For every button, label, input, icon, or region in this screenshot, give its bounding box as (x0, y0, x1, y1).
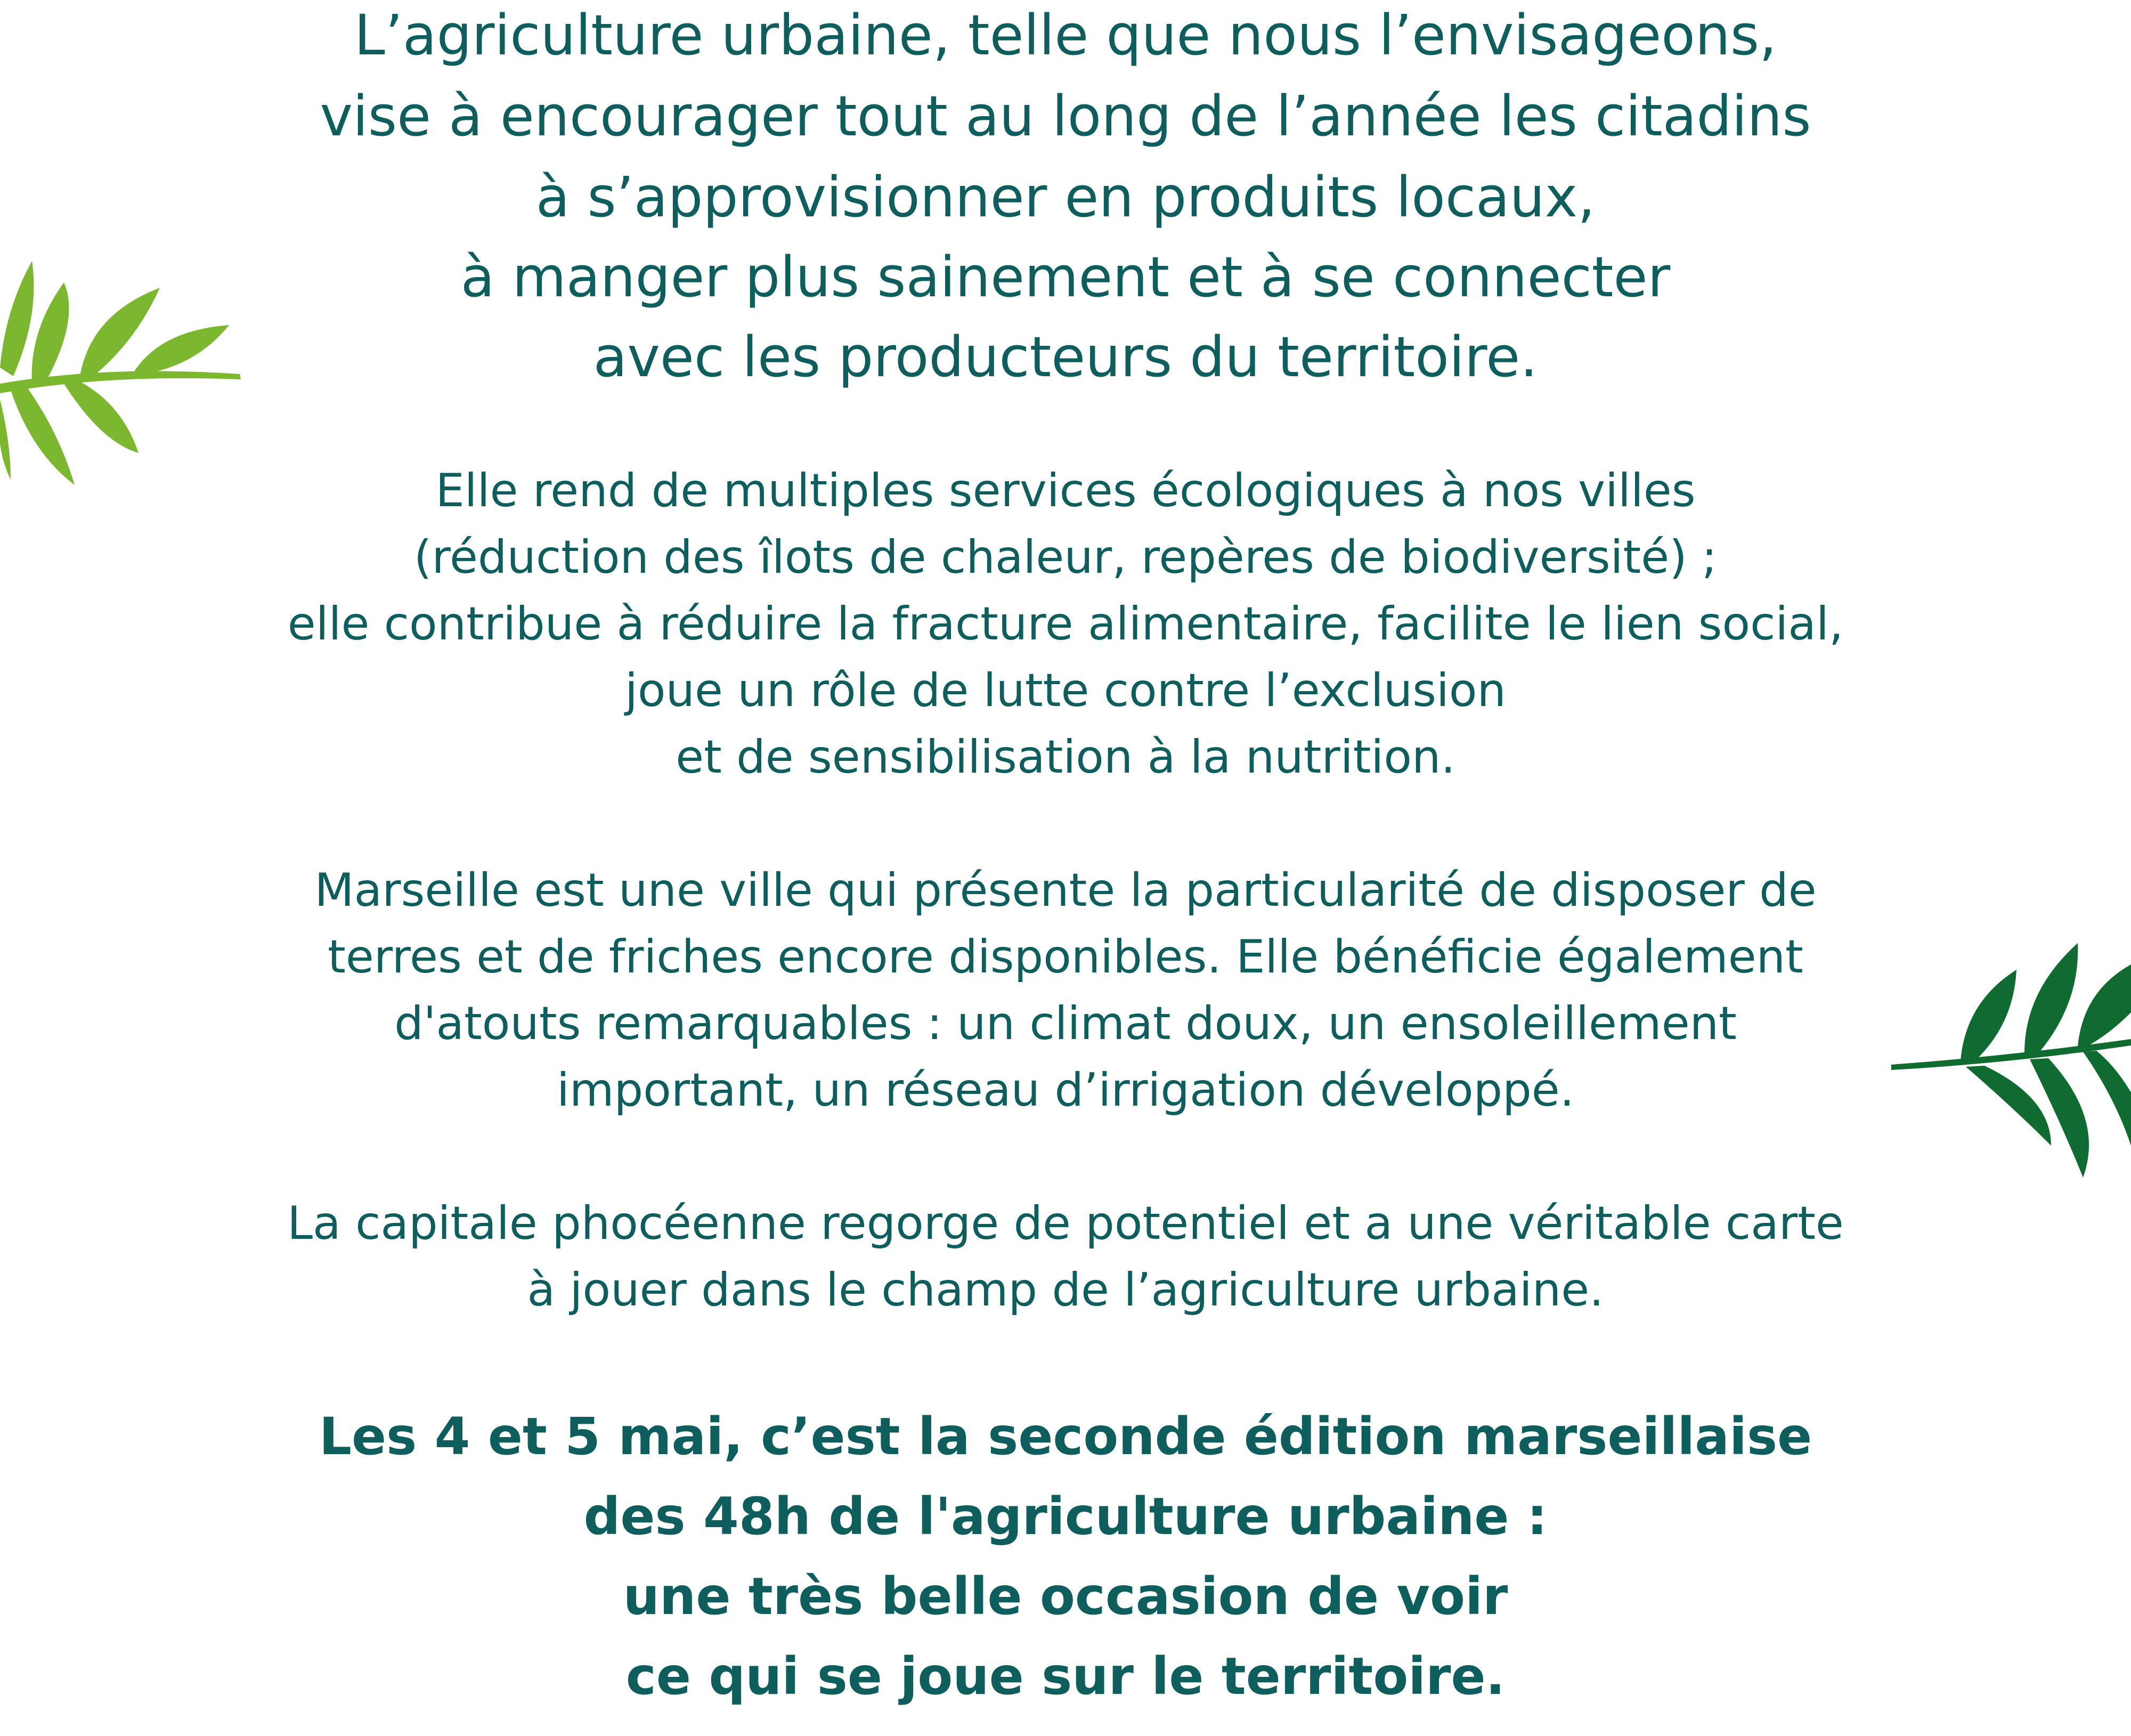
text-line: L’agriculture urbaine, telle que nous l’envisageons, (354, 3, 1777, 68)
text-line: et de sensibilisation à la nutrition. (676, 731, 1455, 784)
text-line: ce qui se joue sur le territoire. (625, 1646, 1506, 1706)
text-line: une très belle occasion de voir (623, 1567, 1508, 1626)
text-line: avec les producteurs du territoire. (593, 325, 1538, 390)
text-line: à s’approvisionner en produits locaux, (535, 165, 1596, 230)
text-line: des 48h de l'agriculture urbaine : (583, 1487, 1548, 1546)
text-line: La capitale phocéenne regorge de potentiel et a une véritable carte (287, 1197, 1844, 1250)
text-line: à manger plus sainement et à se connecter (460, 245, 1671, 310)
text-line: joue un rôle de lutte contre l’exclusion (624, 664, 1507, 717)
text-line: d'atouts remarquables : un climat doux, un ensoleillement (394, 997, 1737, 1050)
text-line: vise à encourager tout au long de l’année les citadins (320, 84, 1811, 149)
text-line: à jouer dans le champ de l’agriculture urbaine. (527, 1263, 1604, 1317)
text-line: Les 4 et 5 mai, c’est la seconde édition marseillaise (319, 1407, 1812, 1466)
text-line: Elle rend de multiples services écologiques à nos villes (435, 464, 1696, 517)
text-line: Marseille est une ville qui présente la particularité de disposer de (314, 864, 1817, 917)
text-line: terres et de friches encore disponibles. Elle bénéficie également (328, 930, 1803, 984)
text-line: (réduction des îlots de chaleur, repères de biodiversité) ; (413, 531, 1718, 584)
text-line: important, un réseau d’irrigation développé. (556, 1064, 1575, 1117)
text-line: elle contribue à réduire la fracture alimentaire, facilite le lien social, (287, 597, 1844, 651)
